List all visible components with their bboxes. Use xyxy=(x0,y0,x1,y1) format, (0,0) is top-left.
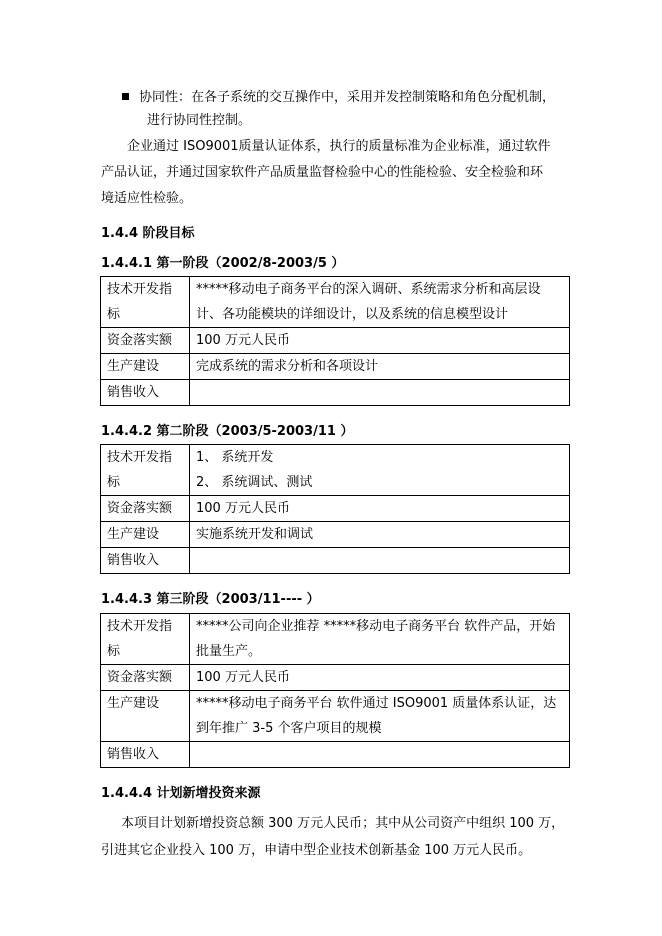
table-row xyxy=(101,354,570,380)
row-value: *****公司向企业推荐 *****移动电子商务平台 软件产品，开始批量生产。 xyxy=(190,614,570,665)
table-row xyxy=(101,742,570,768)
row-label: 生产建设 xyxy=(101,354,190,380)
table-row xyxy=(101,665,570,691)
stage2-heading: 1.4.4.2 第二阶段（2003/5-2003/11 ） xyxy=(101,424,354,439)
stage1-heading: 1.4.4.1 第一阶段（2002/8-2003/5 ） xyxy=(101,256,345,271)
bullet-text-line1: 协同性：在各子系统的交互操作中，采用并发控制策略和角色分配机制， xyxy=(139,90,556,105)
row-value: 实施系统开发和调试 xyxy=(190,522,570,548)
row-value: 100 万元人民币 xyxy=(190,496,570,522)
table-row xyxy=(101,548,570,574)
section-heading: 1.4.4 阶段目标 xyxy=(101,226,195,241)
square-bullet-icon xyxy=(122,93,129,100)
intro-line2: 产品认证，并通过国家软件产品质量监督检验中心的性能检验、安全检验和环 xyxy=(101,165,544,180)
table-row xyxy=(101,328,570,354)
row-value xyxy=(190,742,570,768)
bullet-text-line2: 进行协同性控制。 xyxy=(147,113,252,128)
funding-paragraph xyxy=(101,810,571,864)
row-value: *****移动电子商务平台的深入调研、系统需求分析和高层设计、各功能模块的详细设计，以及系统的信息模型设计 xyxy=(190,277,570,328)
stage2-table xyxy=(100,444,570,574)
row-label: 资金落实额 xyxy=(101,328,190,354)
table-row xyxy=(101,380,570,406)
stage3-heading: 1.4.4.3 第三阶段（2003/11---- ） xyxy=(101,592,320,607)
table-row xyxy=(101,445,570,496)
intro-line3: 境适应性检验。 xyxy=(101,191,193,206)
row-value xyxy=(190,548,570,574)
funding-line1: 本项目计划新增投资总额 300 万元人民币；其中从公司资产中组织 100 万， xyxy=(121,816,565,831)
table-row xyxy=(101,522,570,548)
funding-heading: 1.4.4.4 计划新增投资来源 xyxy=(101,786,261,801)
row-value xyxy=(190,445,570,496)
row-value: 100 万元人民币 xyxy=(190,328,570,354)
row-label: 销售收入 xyxy=(101,548,190,574)
dev-item-2: 2、 系统调试、测试 xyxy=(196,475,313,490)
row-label: 生产建设 xyxy=(101,522,190,548)
row-label: 销售收入 xyxy=(101,380,190,406)
row-label: 资金落实额 xyxy=(101,496,190,522)
row-label: 销售收入 xyxy=(101,742,190,768)
row-value: 完成系统的需求分析和各项设计 xyxy=(190,354,570,380)
row-value xyxy=(190,380,570,406)
table-row xyxy=(101,277,570,328)
row-value: *****移动电子商务平台 软件通过 ISO9001 质量体系认证，达到年推广 3-5 个客户项目的规模 xyxy=(190,691,570,742)
stage1-table xyxy=(100,276,570,406)
row-label: 技术开发指标 xyxy=(101,277,190,328)
intro-line1: 企业通过 ISO9001质量认证体系，执行的质量标准为企业标准，通过软件 xyxy=(127,139,551,154)
table-row xyxy=(101,691,570,742)
row-label: 资金落实额 xyxy=(101,665,190,691)
row-label: 生产建设 xyxy=(101,691,190,742)
stage3-table xyxy=(100,613,570,768)
table-row xyxy=(101,614,570,665)
row-value: 100 万元人民币 xyxy=(190,665,570,691)
intro-paragraph xyxy=(101,134,571,212)
funding-line2: 引进其它企业投入 100 万，申请中型企业技术创新基金 100 万元人民币。 xyxy=(101,843,532,858)
table-row xyxy=(101,496,570,522)
row-label: 技术开发指标 xyxy=(101,614,190,665)
dev-item-1: 1、 系统开发 xyxy=(196,450,274,465)
row-label: 技术开发指标 xyxy=(101,445,190,496)
